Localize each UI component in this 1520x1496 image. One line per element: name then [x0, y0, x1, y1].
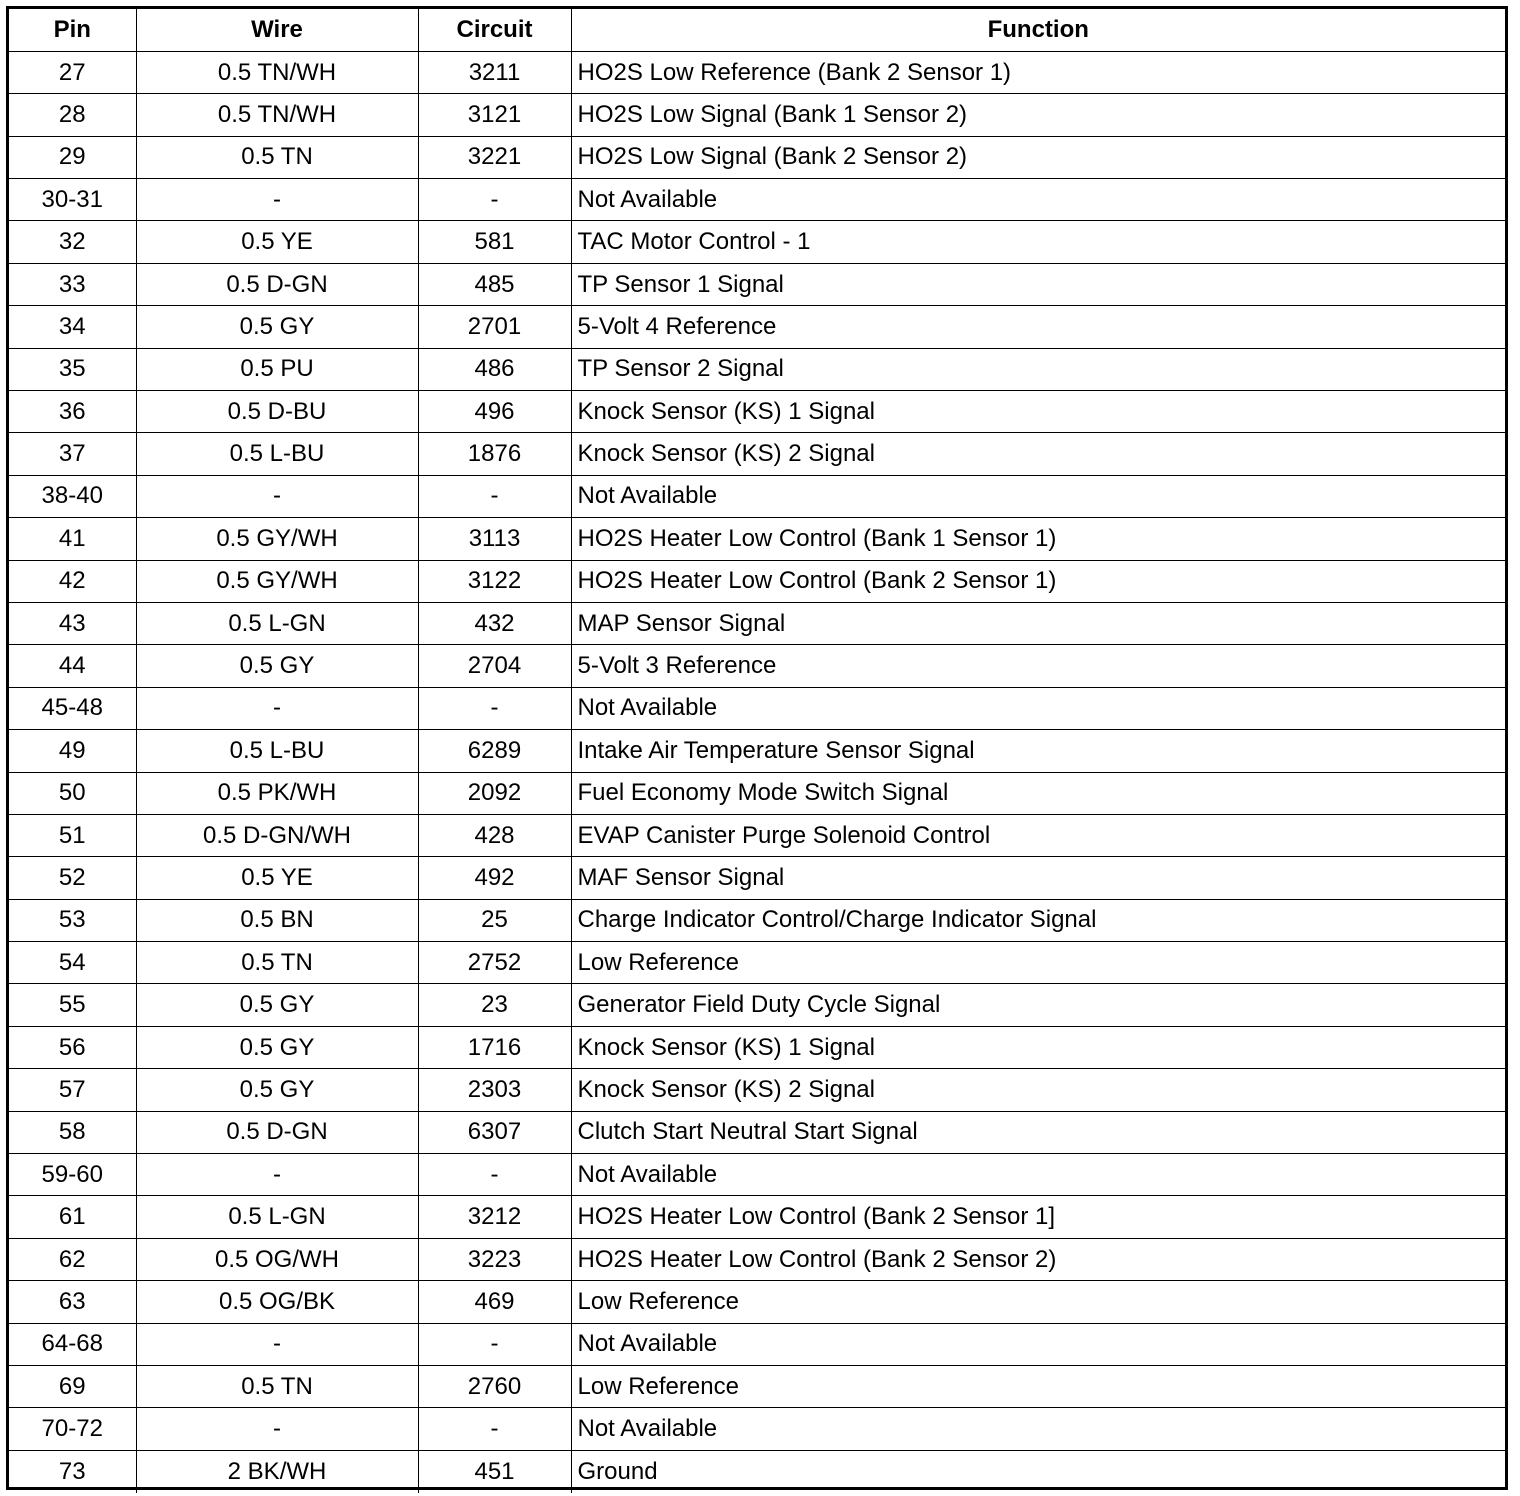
circuit-cell: 3122	[418, 560, 571, 602]
wire-cell: 0.5 TN	[136, 136, 418, 178]
circuit-cell: 25	[418, 899, 571, 941]
pin-cell: 54	[9, 942, 136, 984]
table-row	[9, 1196, 1505, 1238]
wire-cell: 0.5 TN	[136, 942, 418, 984]
table-row	[9, 263, 1505, 305]
function-cell: Ground	[571, 1450, 1505, 1492]
circuit-cell: 451	[418, 1450, 571, 1492]
circuit-cell: 3121	[418, 94, 571, 136]
circuit-cell: 2092	[418, 772, 571, 814]
wire-cell: 2 BK/WH	[136, 1450, 418, 1492]
table-row	[9, 136, 1505, 178]
table-row	[9, 1026, 1505, 1068]
function-cell: HO2S Heater Low Control (Bank 2 Sensor 1)	[571, 560, 1505, 602]
function-cell: Clutch Start Neutral Start Signal	[571, 1111, 1505, 1153]
table-row	[9, 1323, 1505, 1365]
table-row	[9, 348, 1505, 390]
pin-cell: 29	[9, 136, 136, 178]
circuit-cell: 2303	[418, 1069, 571, 1111]
pin-cell: 64-68	[9, 1323, 136, 1365]
table-row	[9, 560, 1505, 602]
pin-cell: 50	[9, 772, 136, 814]
circuit-cell: 492	[418, 857, 571, 899]
table-row	[9, 730, 1505, 772]
table-row	[9, 1408, 1505, 1450]
wire-cell: 0.5 D-BU	[136, 391, 418, 433]
wire-cell: 0.5 GY	[136, 645, 418, 687]
function-cell: Knock Sensor (KS) 2 Signal	[571, 433, 1505, 475]
circuit-cell: 469	[418, 1281, 571, 1323]
pin-cell: 36	[9, 391, 136, 433]
function-cell: Not Available	[571, 1323, 1505, 1365]
function-cell: HO2S Low Signal (Bank 2 Sensor 2)	[571, 136, 1505, 178]
wire-cell: -	[136, 475, 418, 517]
pin-cell: 55	[9, 984, 136, 1026]
wire-cell: -	[136, 179, 418, 221]
connector-pinout-table-frame	[6, 6, 1508, 1490]
circuit-cell: 486	[418, 348, 571, 390]
wire-cell: -	[136, 1323, 418, 1365]
table-row	[9, 942, 1505, 984]
pin-cell: 73	[9, 1450, 136, 1492]
wire-cell: 0.5 GY	[136, 1069, 418, 1111]
wire-cell: 0.5 YE	[136, 857, 418, 899]
function-cell: Generator Field Duty Cycle Signal	[571, 984, 1505, 1026]
function-cell: 5-Volt 4 Reference	[571, 306, 1505, 348]
table-row	[9, 645, 1505, 687]
circuit-cell: -	[418, 1154, 571, 1196]
table-row	[9, 857, 1505, 899]
table-row	[9, 1238, 1505, 1280]
table-row	[9, 1069, 1505, 1111]
pin-cell: 37	[9, 433, 136, 475]
circuit-cell: 3221	[418, 136, 571, 178]
circuit-cell: 6289	[418, 730, 571, 772]
circuit-cell: 3223	[418, 1238, 571, 1280]
pin-cell: 38-40	[9, 475, 136, 517]
wire-cell: 0.5 L-GN	[136, 602, 418, 644]
function-cell: Fuel Economy Mode Switch Signal	[571, 772, 1505, 814]
pin-cell: 28	[9, 94, 136, 136]
function-cell: EVAP Canister Purge Solenoid Control	[571, 814, 1505, 856]
function-cell: HO2S Low Reference (Bank 2 Sensor 1)	[571, 51, 1505, 93]
pin-cell: 35	[9, 348, 136, 390]
wire-cell: 0.5 L-BU	[136, 730, 418, 772]
wire-cell: -	[136, 1408, 418, 1450]
pin-cell: 56	[9, 1026, 136, 1068]
function-cell: 5-Volt 3 Reference	[571, 645, 1505, 687]
pin-cell: 41	[9, 518, 136, 560]
circuit-cell: -	[418, 475, 571, 517]
function-cell: MAP Sensor Signal	[571, 602, 1505, 644]
function-cell: TAC Motor Control - 1	[571, 221, 1505, 263]
pin-cell: 45-48	[9, 687, 136, 729]
table-row	[9, 433, 1505, 475]
pin-cell: 27	[9, 51, 136, 93]
pin-cell: 34	[9, 306, 136, 348]
wire-cell: 0.5 D-GN/WH	[136, 814, 418, 856]
function-cell: Knock Sensor (KS) 1 Signal	[571, 391, 1505, 433]
wire-cell: 0.5 GY/WH	[136, 518, 418, 560]
circuit-cell: 3212	[418, 1196, 571, 1238]
table-row	[9, 1281, 1505, 1323]
pin-cell: 62	[9, 1238, 136, 1280]
table-row	[9, 475, 1505, 517]
header-pin: Pin	[9, 9, 136, 51]
table-row	[9, 1366, 1505, 1408]
function-cell: TP Sensor 2 Signal	[571, 348, 1505, 390]
circuit-cell: 23	[418, 984, 571, 1026]
circuit-cell: 485	[418, 263, 571, 305]
table-row	[9, 814, 1505, 856]
circuit-cell: 581	[418, 221, 571, 263]
wire-cell: 0.5 GY	[136, 306, 418, 348]
wire-cell: 0.5 BN	[136, 899, 418, 941]
circuit-cell: 2760	[418, 1366, 571, 1408]
circuit-cell: 6307	[418, 1111, 571, 1153]
circuit-cell: 432	[418, 602, 571, 644]
table-body	[9, 51, 1505, 1492]
circuit-cell: 3113	[418, 518, 571, 560]
wire-cell: -	[136, 687, 418, 729]
circuit-cell: -	[418, 687, 571, 729]
pin-cell: 53	[9, 899, 136, 941]
circuit-cell: 2752	[418, 942, 571, 984]
wire-cell: 0.5 GY	[136, 984, 418, 1026]
circuit-cell: -	[418, 1408, 571, 1450]
table-row	[9, 306, 1505, 348]
function-cell: Intake Air Temperature Sensor Signal	[571, 730, 1505, 772]
pin-cell: 42	[9, 560, 136, 602]
function-cell: Not Available	[571, 475, 1505, 517]
table-row	[9, 1111, 1505, 1153]
wire-cell: 0.5 OG/WH	[136, 1238, 418, 1280]
wire-cell: 0.5 GY/WH	[136, 560, 418, 602]
wire-cell: 0.5 PK/WH	[136, 772, 418, 814]
table-row	[9, 391, 1505, 433]
wire-cell: 0.5 TN/WH	[136, 94, 418, 136]
circuit-cell: 2704	[418, 645, 571, 687]
function-cell: HO2S Heater Low Control (Bank 2 Sensor 2)	[571, 1238, 1505, 1280]
wire-cell: 0.5 D-GN	[136, 1111, 418, 1153]
connector-pinout-table	[9, 9, 1505, 1493]
pin-cell: 32	[9, 221, 136, 263]
circuit-cell: 1716	[418, 1026, 571, 1068]
pin-cell: 44	[9, 645, 136, 687]
pin-cell: 33	[9, 263, 136, 305]
pin-cell: 51	[9, 814, 136, 856]
table-header-row	[9, 9, 1505, 51]
pin-cell: 58	[9, 1111, 136, 1153]
header-circuit: Circuit	[418, 9, 571, 51]
function-cell: Low Reference	[571, 1281, 1505, 1323]
pin-cell: 69	[9, 1366, 136, 1408]
function-cell: Knock Sensor (KS) 1 Signal	[571, 1026, 1505, 1068]
table-row	[9, 1450, 1505, 1492]
function-cell: MAF Sensor Signal	[571, 857, 1505, 899]
wire-cell: 0.5 OG/BK	[136, 1281, 418, 1323]
table-row	[9, 179, 1505, 221]
header-function: Function	[571, 9, 1505, 51]
function-cell: HO2S Heater Low Control (Bank 2 Sensor 1]	[571, 1196, 1505, 1238]
table-row	[9, 518, 1505, 560]
function-cell: Low Reference	[571, 942, 1505, 984]
wire-cell: 0.5 YE	[136, 221, 418, 263]
circuit-cell: 3211	[418, 51, 571, 93]
wire-cell: 0.5 GY	[136, 1026, 418, 1068]
function-cell: Not Available	[571, 179, 1505, 221]
wire-cell: 0.5 L-BU	[136, 433, 418, 475]
wire-cell: 0.5 TN	[136, 1366, 418, 1408]
function-cell: Not Available	[571, 687, 1505, 729]
pin-cell: 57	[9, 1069, 136, 1111]
table-row	[9, 602, 1505, 644]
circuit-cell: 496	[418, 391, 571, 433]
function-cell: HO2S Low Signal (Bank 1 Sensor 2)	[571, 94, 1505, 136]
table-row	[9, 1154, 1505, 1196]
table-row	[9, 221, 1505, 263]
wire-cell: 0.5 TN/WH	[136, 51, 418, 93]
pin-cell: 63	[9, 1281, 136, 1323]
function-cell: Not Available	[571, 1154, 1505, 1196]
wire-cell: -	[136, 1154, 418, 1196]
pin-cell: 49	[9, 730, 136, 772]
table-row	[9, 687, 1505, 729]
wire-cell: 0.5 L-GN	[136, 1196, 418, 1238]
function-cell: Not Available	[571, 1408, 1505, 1450]
circuit-cell: -	[418, 179, 571, 221]
wire-cell: 0.5 PU	[136, 348, 418, 390]
function-cell: Knock Sensor (KS) 2 Signal	[571, 1069, 1505, 1111]
pin-cell: 70-72	[9, 1408, 136, 1450]
table-row	[9, 899, 1505, 941]
header-wire: Wire	[136, 9, 418, 51]
function-cell: TP Sensor 1 Signal	[571, 263, 1505, 305]
pin-cell: 30-31	[9, 179, 136, 221]
circuit-cell: 1876	[418, 433, 571, 475]
circuit-cell: 2701	[418, 306, 571, 348]
pin-cell: 61	[9, 1196, 136, 1238]
pin-cell: 52	[9, 857, 136, 899]
wire-cell: 0.5 D-GN	[136, 263, 418, 305]
pin-cell: 59-60	[9, 1154, 136, 1196]
table-row	[9, 984, 1505, 1026]
function-cell: Low Reference	[571, 1366, 1505, 1408]
pin-cell: 43	[9, 602, 136, 644]
circuit-cell: 428	[418, 814, 571, 856]
circuit-cell: -	[418, 1323, 571, 1365]
function-cell: HO2S Heater Low Control (Bank 1 Sensor 1)	[571, 518, 1505, 560]
function-cell: Charge Indicator Control/Charge Indicator Signal	[571, 899, 1505, 941]
table-row	[9, 772, 1505, 814]
table-row	[9, 94, 1505, 136]
table-row	[9, 51, 1505, 93]
